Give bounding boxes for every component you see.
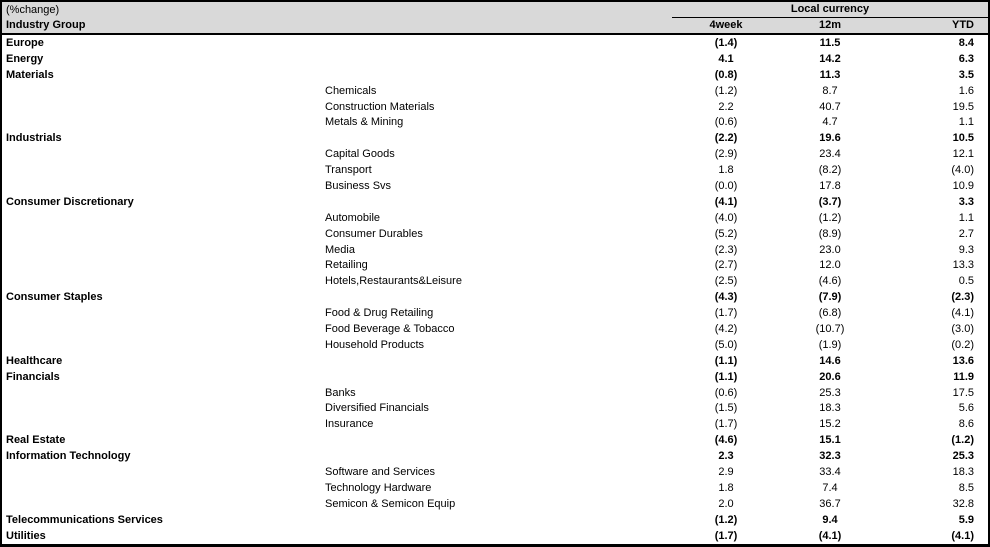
cell-4week: (2.7): [714, 259, 738, 272]
table-row: [2, 496, 988, 512]
cell-4week: (4.2): [714, 322, 738, 335]
cell-12m: (6.8): [818, 307, 842, 320]
table-row: [2, 480, 988, 496]
row-label-cell: [2, 339, 672, 351]
table-row: [2, 289, 988, 305]
row-label: Household Products: [325, 338, 425, 351]
row-label-cell: [2, 402, 672, 414]
row-label-cell: [2, 196, 672, 208]
cell-4week: (2.5): [714, 275, 738, 288]
table-row: [2, 67, 988, 83]
table-row: [2, 146, 988, 162]
table-row: [2, 130, 988, 146]
cell-12m: 19.6: [819, 132, 841, 145]
cell-12m: 7.4: [822, 481, 838, 494]
row-label: Industrials: [6, 132, 62, 145]
cell-4week: (0.6): [714, 116, 738, 129]
cell-ytd: 9.3: [958, 243, 974, 256]
row-label-cell: [2, 450, 672, 462]
table-row: [2, 464, 988, 480]
row-label: Automobile: [325, 211, 381, 224]
cell-12m: (8.9): [818, 227, 842, 240]
cell-ytd: (4.1): [951, 529, 974, 542]
table-row: [2, 178, 988, 194]
cell-12m: (10.7): [815, 322, 845, 335]
cell-4week: (1.7): [714, 307, 738, 320]
cell-4week: (2.2): [714, 132, 738, 145]
cell-ytd: 12.1: [952, 148, 974, 161]
cell-12m: (1.2): [818, 211, 842, 224]
cell-4week: (1.2): [714, 84, 738, 97]
cell-ytd: 8.6: [958, 418, 974, 431]
cell-12m: 15.1: [819, 434, 841, 447]
cell-12m: (7.9): [818, 291, 842, 304]
table-row: [2, 512, 988, 528]
row-label-cell: [2, 101, 672, 113]
row-label: Utilities: [6, 529, 46, 542]
cell-ytd: 10.5: [952, 132, 974, 145]
row-label-cell: [2, 355, 672, 367]
row-label: Construction Materials: [325, 100, 435, 113]
row-label-cell: [2, 387, 672, 399]
row-label: Consumer Durables: [325, 227, 423, 240]
cell-ytd: 19.5: [952, 100, 974, 113]
table-row: [2, 305, 988, 321]
cell-12m: 11.3: [819, 68, 841, 81]
row-label-cell: [2, 307, 672, 319]
cell-12m: 40.7: [819, 100, 841, 113]
row-label-cell: [2, 514, 672, 526]
cell-4week: (4.6): [714, 434, 738, 447]
table-row: [2, 210, 988, 226]
row-label-cell: [2, 132, 672, 144]
cell-4week: (1.1): [714, 370, 738, 383]
row-label: Real Estate: [6, 434, 66, 447]
row-label-cell: [2, 466, 672, 478]
cell-12m: 32.3: [819, 450, 841, 463]
currency-group-header: [672, 2, 988, 18]
row-label-cell: [2, 275, 672, 287]
cell-12m: 18.3: [819, 402, 841, 415]
cell-ytd: 18.3: [952, 465, 974, 478]
row-label-cell: [2, 53, 672, 65]
cell-12m: (1.9): [818, 338, 842, 351]
cell-12m: (3.7): [818, 195, 842, 208]
row-label-cell: [2, 323, 672, 335]
cell-12m: 12.0: [819, 259, 841, 272]
pct-change-label: (%change): [6, 3, 60, 16]
row-label-cell: [2, 244, 672, 256]
row-label-cell: [2, 434, 672, 446]
row-label: Technology Hardware: [325, 481, 432, 494]
row-label-cell: [2, 148, 672, 160]
cell-12m: 23.0: [819, 243, 841, 256]
cell-ytd: (4.1): [951, 307, 974, 320]
row-label: Capital Goods: [325, 148, 395, 161]
table-row: [2, 35, 988, 51]
row-label-cell: [2, 164, 672, 176]
row-label-cell: [2, 498, 672, 510]
row-label: Insurance: [325, 418, 374, 431]
cell-4week: (5.0): [714, 338, 738, 351]
cell-12m: 33.4: [819, 465, 841, 478]
cell-12m: 8.7: [822, 84, 838, 97]
table-row: [2, 448, 988, 464]
cell-4week: (0.8): [714, 68, 738, 81]
cell-12m: 20.6: [819, 370, 841, 383]
cell-4week: (4.0): [714, 211, 738, 224]
cell-12m: 23.4: [819, 148, 841, 161]
table-row: [2, 369, 988, 385]
cell-ytd: 8.5: [958, 481, 974, 494]
cell-ytd: 2.7: [958, 227, 974, 240]
row-label: Food & Drug Retailing: [325, 307, 434, 320]
cell-4week: 2.2: [718, 100, 734, 113]
table-row: [2, 432, 988, 448]
row-label: Diversified Financials: [325, 402, 429, 415]
cell-ytd: 1.1: [958, 211, 974, 224]
cell-ytd: 3.5: [958, 68, 974, 81]
table-row: [2, 257, 988, 273]
cell-4week: 2.3: [718, 450, 734, 463]
cell-ytd: 3.3: [958, 195, 974, 208]
table-row: [2, 162, 988, 178]
row-label: Metals & Mining: [325, 116, 404, 129]
row-label: Business Svs: [325, 179, 392, 192]
row-label-cell: [2, 228, 672, 240]
cell-ytd: 25.3: [952, 450, 974, 463]
table-body: [2, 35, 988, 544]
cell-4week: (5.2): [714, 227, 738, 240]
row-label: Food Beverage & Tobacco: [325, 322, 455, 335]
header-row-columns: [2, 18, 988, 34]
cell-ytd: (4.0): [951, 164, 974, 177]
cell-4week: (1.1): [714, 354, 738, 367]
table-row: [2, 194, 988, 210]
row-label: Consumer Staples: [6, 291, 103, 304]
row-label-cell: [2, 482, 672, 494]
row-label-cell: [2, 37, 672, 49]
row-label: Healthcare: [6, 354, 63, 367]
table-row: [2, 385, 988, 401]
cell-ytd: 1.6: [958, 84, 974, 97]
row-label: Energy: [6, 52, 44, 65]
cell-4week: (1.7): [714, 418, 738, 431]
cell-ytd: (0.2): [951, 338, 974, 351]
cell-4week: (0.0): [714, 179, 738, 192]
cell-ytd: 10.9: [952, 179, 974, 192]
cell-12m: 4.7: [822, 116, 838, 129]
row-label-cell: [2, 418, 672, 430]
cell-12m: 36.7: [819, 497, 841, 510]
cell-4week: (1.7): [714, 529, 738, 542]
cell-12m: (4.1): [818, 529, 842, 542]
row-label: Europe: [6, 36, 44, 49]
row-label: Retailing: [325, 259, 368, 272]
cell-ytd: (3.0): [951, 322, 974, 335]
row-label-cell: [2, 85, 672, 97]
cell-ytd: 13.6: [952, 354, 974, 367]
row-label-cell: [2, 259, 672, 271]
cell-4week: 4.1: [718, 52, 734, 65]
cell-4week: (2.9): [714, 148, 738, 161]
cell-4week: 2.9: [718, 465, 734, 478]
header-row-currency: [2, 2, 988, 18]
cell-ytd: (2.3): [951, 291, 974, 304]
cell-12m: 14.6: [819, 354, 841, 367]
table-row: [2, 321, 988, 337]
table-row: [2, 273, 988, 289]
cell-4week: 1.8: [718, 164, 734, 177]
cell-4week: 1.8: [718, 481, 734, 494]
column-header-4week: 4week: [709, 19, 743, 32]
row-label: Financials: [6, 370, 60, 383]
table-row: [2, 242, 988, 258]
row-label-cell: [2, 180, 672, 192]
cell-ytd: 5.9: [958, 513, 974, 526]
column-header-12m: 12m: [818, 19, 842, 32]
table-row: [2, 114, 988, 130]
row-label: Hotels,Restaurants&Leisure: [325, 275, 462, 288]
cell-12m: 14.2: [819, 52, 841, 65]
table-row: [2, 51, 988, 67]
row-label: Chemicals: [325, 84, 377, 97]
cell-4week: (4.1): [714, 195, 738, 208]
table-row: [2, 528, 988, 544]
cell-ytd: 1.1: [958, 116, 974, 129]
row-label-cell: [2, 116, 672, 128]
cell-12m: 11.5: [819, 36, 841, 49]
cell-12m: 25.3: [819, 386, 841, 399]
cell-ytd: 5.6: [958, 402, 974, 415]
cell-4week: (2.3): [714, 243, 738, 256]
table-row: [2, 337, 988, 353]
row-label: Software and Services: [325, 465, 436, 478]
table-row: [2, 99, 988, 115]
row-label: Information Technology: [6, 450, 131, 463]
cell-ytd: 8.4: [958, 36, 974, 49]
cell-ytd: 6.3: [958, 52, 974, 65]
industry-group-header: Industry Group: [6, 19, 86, 32]
cell-ytd: (1.2): [951, 434, 974, 447]
cell-12m: (4.6): [818, 275, 842, 288]
cell-4week: (4.3): [714, 291, 738, 304]
cell-ytd: 11.9: [953, 370, 974, 383]
cell-4week: (1.2): [714, 513, 738, 526]
cell-12m: (8.2): [818, 164, 842, 177]
row-label: Telecommunications Services: [6, 513, 163, 526]
row-label: Consumer Discretionary: [6, 195, 134, 208]
row-label-cell: [2, 212, 672, 224]
cell-12m: 17.8: [819, 179, 841, 192]
table-row: [2, 416, 988, 432]
row-label-cell: [2, 371, 672, 383]
table-row: [2, 353, 988, 369]
row-label-cell: [2, 69, 672, 81]
currency-group-header-label: Local currency: [790, 3, 870, 16]
cell-ytd: 0.5: [958, 275, 974, 288]
cell-4week: 2.0: [718, 497, 734, 510]
cell-12m: 15.2: [819, 418, 841, 431]
table-row: [2, 226, 988, 242]
cell-4week: (1.5): [714, 402, 738, 415]
row-label-cell: [2, 530, 672, 542]
cell-ytd: 32.8: [952, 497, 974, 510]
cell-4week: (1.4): [714, 36, 738, 49]
row-label-cell: [2, 291, 672, 303]
cell-4week: (0.6): [714, 386, 738, 399]
table-row: [2, 400, 988, 416]
cell-ytd: 17.5: [952, 386, 974, 399]
table-header: [2, 2, 988, 35]
row-label: Semicon & Semicon Equip: [325, 497, 456, 510]
cell-12m: 9.4: [822, 513, 838, 526]
column-header-ytd: YTD: [952, 19, 974, 32]
row-label: Banks: [325, 386, 356, 399]
table-row: [2, 83, 988, 99]
row-label: Transport: [325, 164, 372, 177]
row-label: Media: [325, 243, 355, 256]
row-label: Materials: [6, 68, 54, 81]
cell-ytd: 13.3: [952, 259, 974, 272]
